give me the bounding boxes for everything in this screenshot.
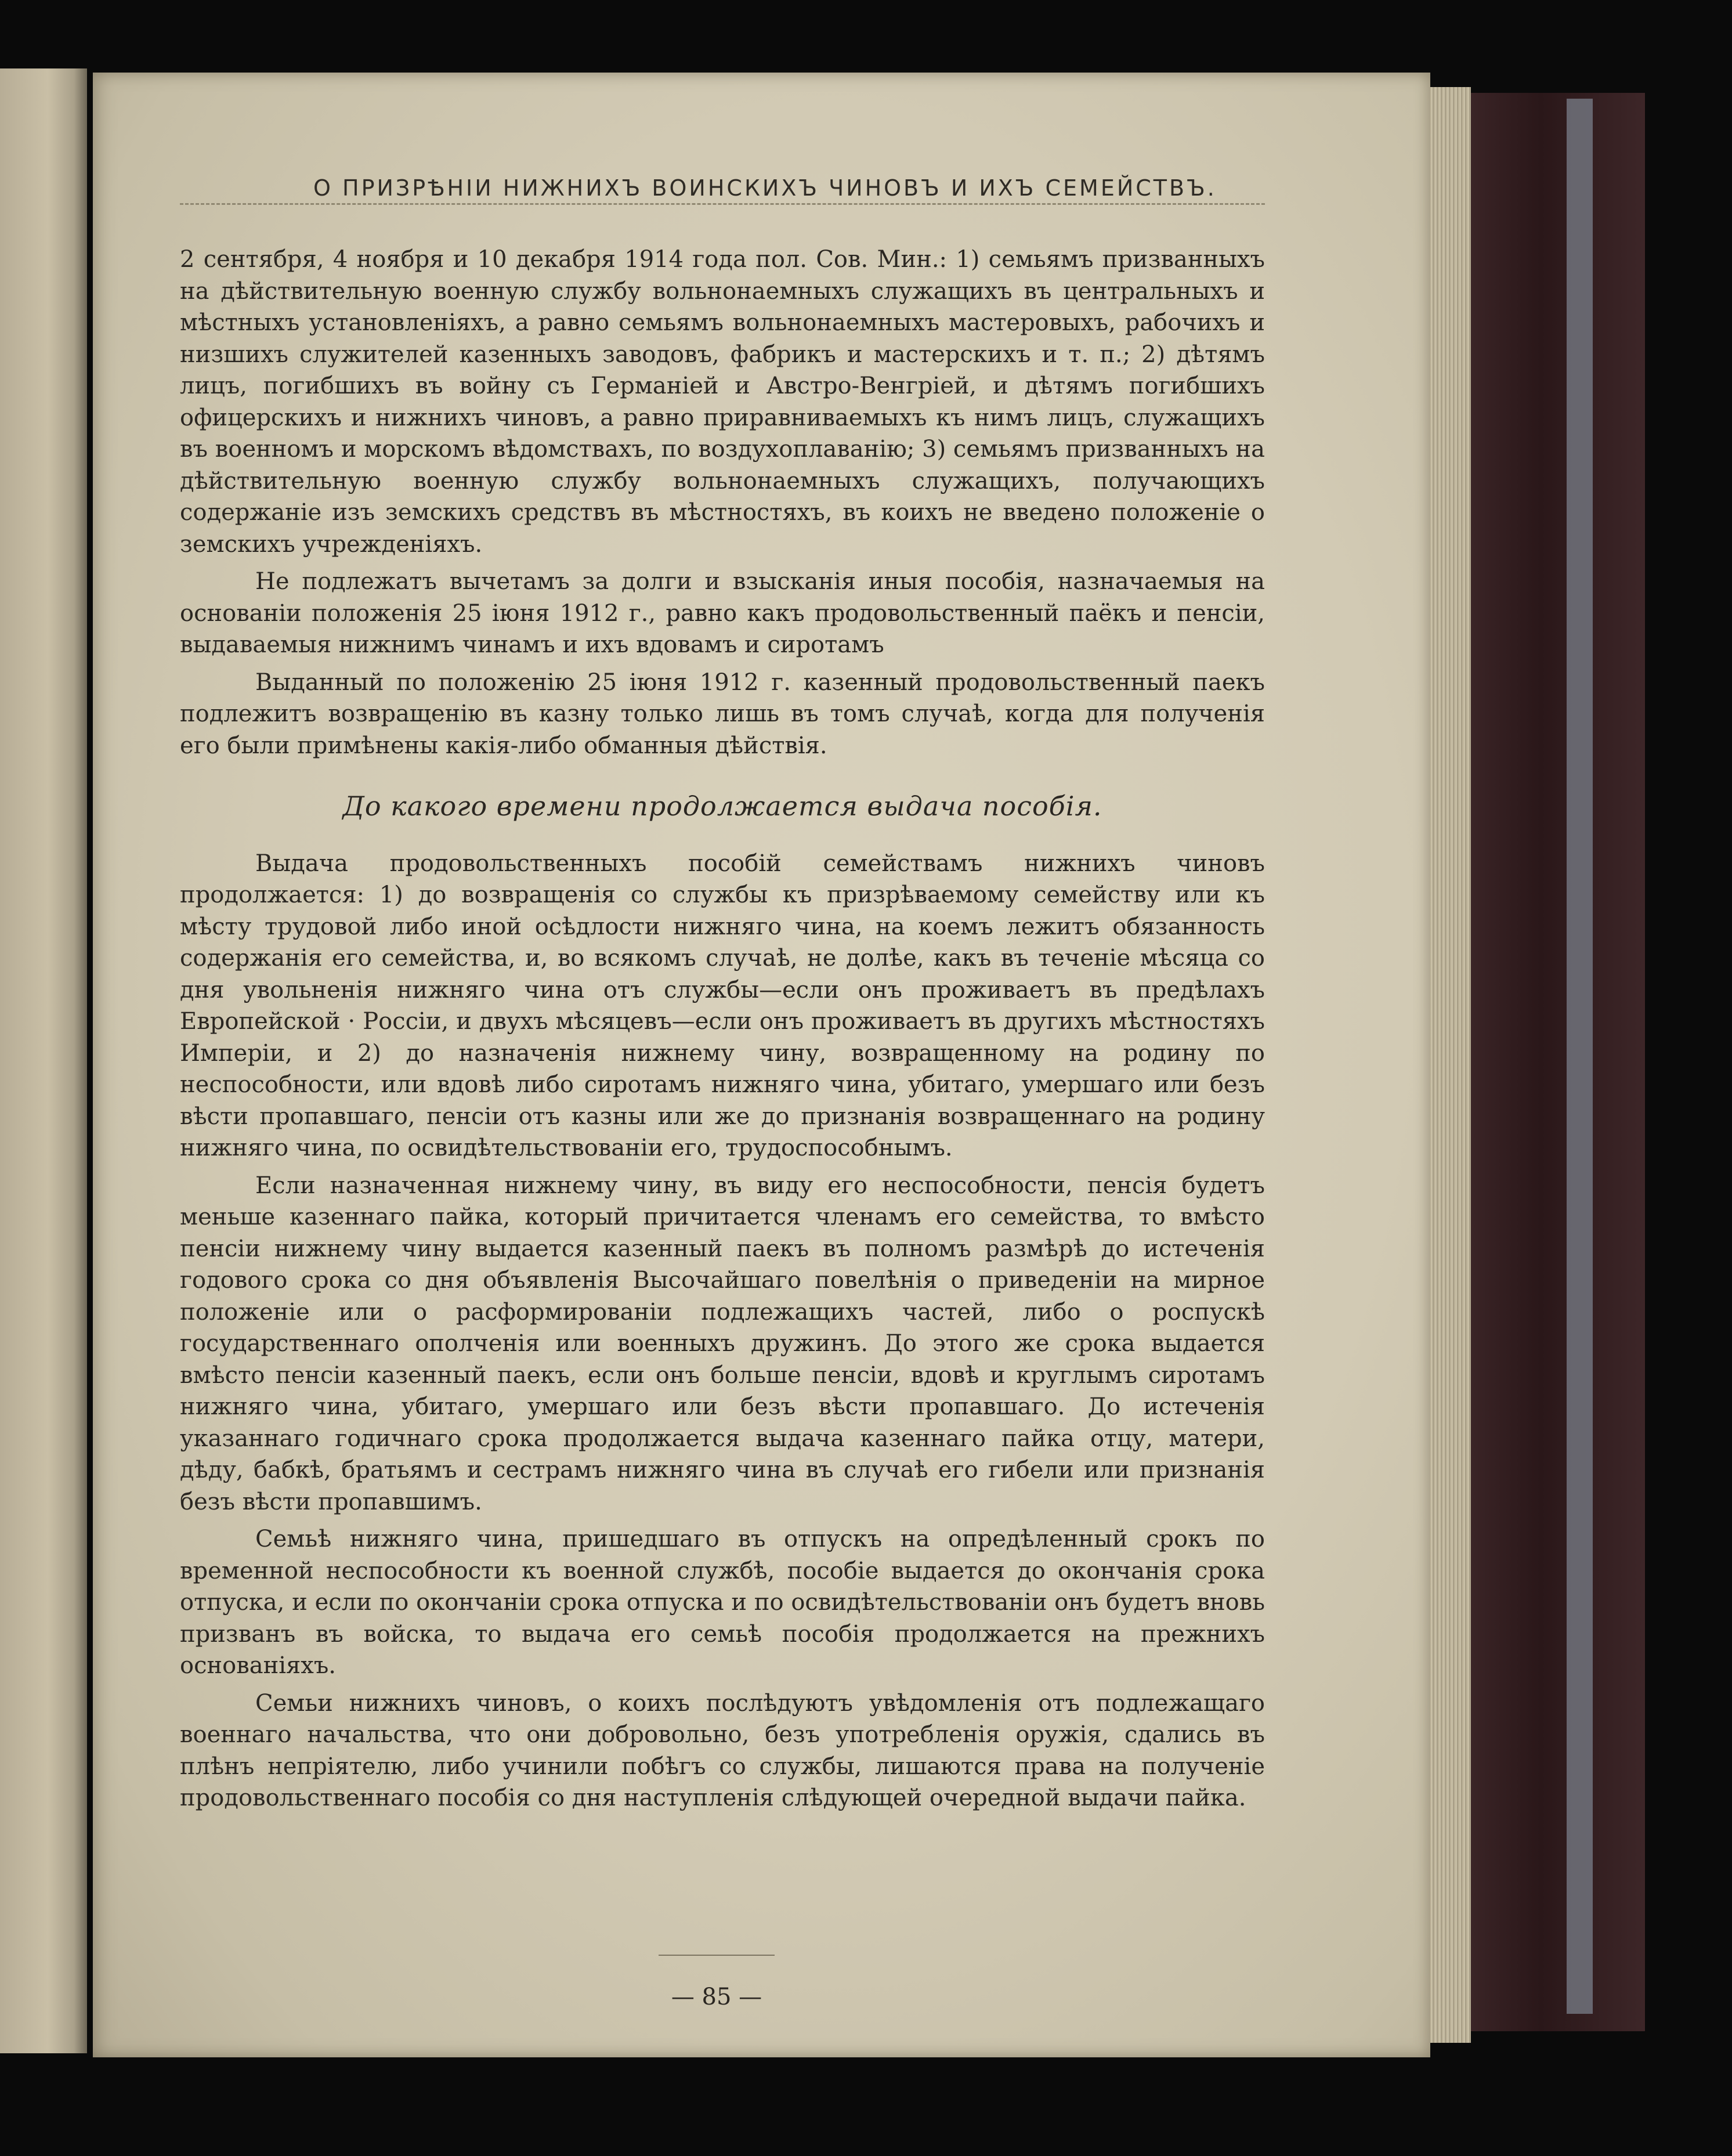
header-rule <box>180 203 1265 205</box>
paragraph: Если назначенная нижнему чину, въ виду его неспособности, пенсія будетъ меньше казеннаго пайка, который причитается членамъ его семейства, то вмѣсто пенсіи нижнему чину выдается казенный паекъ въ полномъ размѣрѣ до истеченія годового срока со дня объявленія Высочайшаго повелѣнія о приведеніи на мирное положеніе или о расформированіи подлежащихъ частей, либо о роспускѣ государственнаго ополченія или военныхъ дружинъ. До этого же срока выдается вмѣсто пенсіи казенный паекъ, если онъ больше пенсіи, вдовѣ и круглымъ сиротамъ нижняго чина, убитаго, умершаго или безъ вѣсти пропавшаго. До истеченія указаннаго годичнаго срока продолжается выдача казеннаго пайка отцу, матери, дѣду, бабкѣ, братьямъ и сестрамъ нижняго чина въ случаѣ его гибели или признанія безъ вѣсти пропавшимъ. <box>180 1172 1265 1515</box>
paragraph: Выдача продовольственныхъ пособій семействамъ нижнихъ чиновъ продолжается: 1) до возвращенія со службы къ призрѣваемому семейству или къ мѣсту трудовой либо иной осѣдлости нижняго чина, на коемъ лежитъ обязанность содержанія его семейства, и, во всякомъ случаѣ, не долѣе, какъ въ теченіе мѣсяца со дня увольненія нижняго чина отъ службы—если онъ проживаетъ въ предѣлахъ Европейской · Россіи, и двухъ мѣсяцевъ—если онъ проживаетъ въ другихъ мѣстностяхъ Имперіи, и 2) до назначенія нижнему чину, возвращенному на родину по неспособности, или вдовѣ либо сиротамъ нижняго чина, убитаго, умершаго или безъ вѣсти пропавшаго, пенсіи отъ казны или же до признанія возвращеннаго на родину нижняго чина, по освидѣтельствованіи его, трудоспособнымъ. <box>180 850 1265 1161</box>
paragraph: Семьи нижнихъ чиновъ, о коихъ послѣдуютъ увѣдомленія отъ подлежащаго военнаго начальства, что они добровольно, безъ употребленія оружія, сдались въ плѣнъ непріятелю, либо учинили побѣгъ со службы, лишаются права на полученіе продовольственнаго пособія со дня наступленія слѣдующей очередной выдачи пайка. <box>180 1689 1265 1811</box>
left-page-edge <box>0 68 87 2053</box>
section-heading: До какого времени продолжается выдача пособія. <box>342 790 1102 822</box>
paragraph: Семьѣ нижняго чина, пришедшаго въ отпускъ на опредѣленный срокъ по временной неспособности къ военной службѣ, пособіе выдается до окончанія срока отпуска, и если по окончаніи срока отпуска и по освидѣтельствованіи онъ будетъ вновь призванъ въ войска, то выдача его семьѣ пособія продолжается на прежнихъ основаніяхъ. <box>180 1526 1265 1679</box>
paragraph: 2 сентября, 4 ноября и 10 декабря 1914 года пол. Сов. Мин.: 1) семьямъ призванныхъ на дѣйствительную военную службу вольнонаемныхъ служащихъ въ центральныхъ и мѣстныхъ установленіяхъ, а равно семьямъ вольнонаемныхъ мастеровыхъ, рабочихъ и низшихъ служителей казенныхъ заводовъ, фабрикъ и мастерскихъ и т. п.; 2) дѣтямъ лицъ, погибшихъ въ войну съ Германіей и Австро-Венгріей, и дѣтямъ погибшихъ офицерскихъ и нижнихъ чиновъ, а равно приравниваемыхъ къ нимъ лицъ, служащихъ въ военномъ и морскомъ вѣдомствахъ, по воздухоплаванію; 3) семьямъ призванныхъ на дѣйствительную военную службу вольнонаемныхъ служащихъ, получающихъ содержаніе изъ земскихъ средствъ въ мѣстностяхъ, въ коихъ не введено положеніе о земскихъ учрежденіяхъ. <box>180 246 1265 558</box>
footer-rule <box>659 1955 775 1956</box>
paragraph: Выданный по положенію 25 іюня 1912 г. казенный продовольственный паекъ подлежитъ возвращенію въ казну только лишь въ томъ случаѣ, когда для полученія его были примѣнены какія-либо обманныя дѣйствія. <box>180 669 1265 759</box>
page-number: — 85 — <box>671 1984 762 2010</box>
page-block-edge <box>1430 87 1471 2043</box>
paragraph: Не подлежатъ вычетамъ за долги и взысканія иныя пособія, назначаемыя на основаніи положенія 25 іюня 1912 г., равно какъ продовольственный паёкъ и пенсіи, выдаваемыя нижнимъ чинамъ и ихъ вдовамъ и сиротамъ <box>180 568 1265 658</box>
cover-edge-stripe <box>1567 99 1593 2014</box>
page-body <box>180 244 1265 1820</box>
running-header: О ПРИЗРѢНІИ НИЖНИХЪ ВОИНСКИХЪ ЧИНОВЪ И ИХЪ СЕМЕЙСТВЪ. <box>313 175 1217 201</box>
book-cover <box>1471 93 1645 2031</box>
